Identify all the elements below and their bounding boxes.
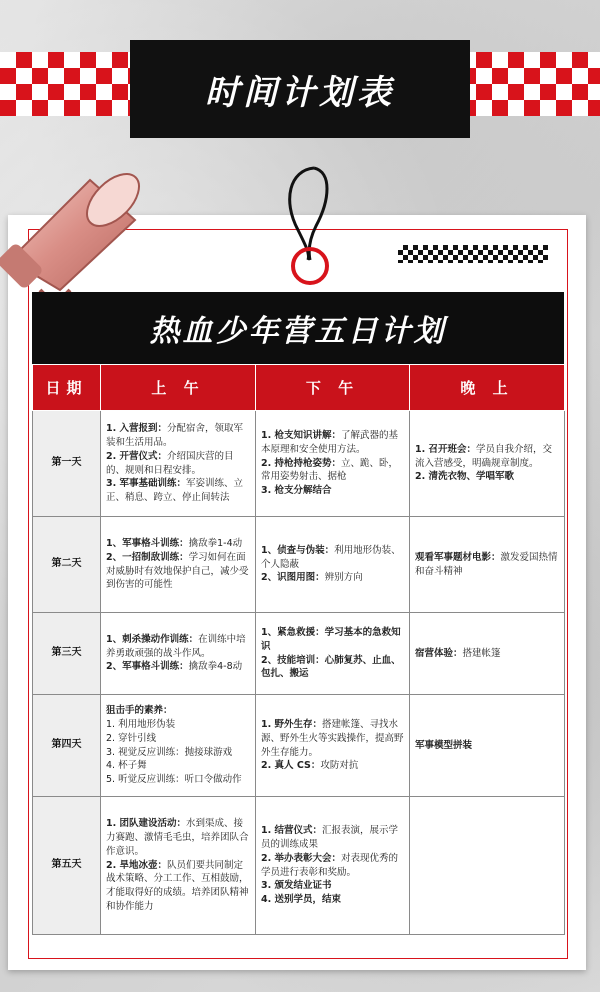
- day-cell: 第四天: [33, 695, 101, 797]
- item-text: 分配宿舍，领取军装和生活用品。: [106, 423, 244, 448]
- schedule-item: [415, 739, 559, 753]
- afternoon-cell: [256, 695, 410, 797]
- schedule-item: [106, 450, 250, 478]
- item-label: 2、军事格斗训练：: [106, 661, 189, 673]
- item-text: 学习如何在面对威胁时有效地保护自己，减少受到伤害的可能性: [106, 551, 249, 591]
- morning-cell: [101, 613, 256, 695]
- schedule-item: [106, 746, 250, 760]
- afternoon-cell: [256, 613, 410, 695]
- item-text: 5. 听觉反应训练：听口令做动作: [106, 774, 242, 786]
- morning-cell: [101, 797, 256, 935]
- schedule-item: [106, 422, 250, 450]
- schedule-item: [106, 633, 250, 661]
- day-cell: 第五天: [33, 797, 101, 935]
- item-label: 1. 团队建设活动：: [106, 818, 187, 830]
- item-label: 观看军事题材电影：: [415, 551, 501, 563]
- item-text: 攻防对抗: [320, 760, 359, 772]
- item-text: 水到渠成、接力赛跑、激情毛毛虫，培养团队合作意识。: [106, 818, 249, 857]
- item-text: 立、跪、卧，常用姿势射击、据枪: [261, 457, 399, 483]
- item-label: 2. 真人 CS：: [261, 760, 321, 772]
- item-label: 1. 野外生存：: [261, 718, 323, 730]
- schedule-item: [261, 429, 404, 457]
- evening-cell: [410, 695, 565, 797]
- hook-icon: [270, 160, 350, 290]
- schedule-item: [261, 759, 404, 773]
- megaphone-icon: [0, 140, 150, 310]
- item-text: 1. 利用地形伪装: [106, 718, 176, 730]
- item-label: 2、一招制敌训练：: [106, 551, 189, 563]
- schedule-item: [106, 477, 250, 505]
- item-text: 在训练中培养勇敢顽强的战斗作风。: [106, 633, 246, 659]
- schedule-table: [32, 364, 565, 935]
- schedule-item: [261, 718, 404, 759]
- schedule-item: [261, 571, 404, 585]
- schedule-item: [261, 457, 404, 485]
- schedule-item: [261, 824, 404, 852]
- item-text: 2. 穿针引线: [106, 732, 157, 744]
- evening-cell: [410, 613, 565, 695]
- item-label: 3. 颁发结业证书: [261, 880, 332, 892]
- schedule-item: [415, 551, 559, 579]
- schedule-item: [106, 759, 250, 773]
- schedule-item: [415, 443, 559, 471]
- table-row: [33, 695, 565, 797]
- item-label: 军事模型拼装: [415, 739, 473, 751]
- item-label: 4. 送别学员，结束: [261, 894, 342, 906]
- item-label: 2. 旱地冰壶：: [106, 859, 168, 871]
- schedule-item: [106, 718, 250, 732]
- day-cell: 第三天: [33, 613, 101, 695]
- header-evening: 晚 上: [410, 365, 565, 411]
- schedule-item: [261, 544, 404, 572]
- item-label: 1. 枪支知识讲解：: [261, 430, 342, 442]
- item-label: 1、军事格斗训练：: [106, 537, 189, 549]
- item-text: 利用地形伪装、个人隐蔽: [261, 544, 401, 570]
- item-text: 搭建帐篷、寻找水源、野外生火等实践操作，提高野外生存能力。: [261, 718, 404, 758]
- item-label: 2、识图用图：: [261, 572, 325, 584]
- item-label: 1. 召开班会：: [415, 443, 477, 455]
- item-label: 宿营体验：: [415, 647, 463, 659]
- item-text: 4. 杯子舞: [106, 760, 147, 772]
- item-text: 队员们要共同制定战术策略、分工工作、互相鼓励，才能取得好的成绩。培养团队精神和协作能力: [106, 859, 249, 912]
- item-text: 了解武器的基本原理和安全使用方法。: [261, 430, 399, 455]
- schedule-item: [106, 773, 250, 787]
- header-date: 日期: [33, 365, 101, 411]
- item-text: 3. 视觉反应训练：抛接球游戏: [106, 746, 233, 758]
- schedule-item: [106, 551, 250, 592]
- item-text: 对表现优秀的学员进行表彰和奖励。: [261, 852, 399, 878]
- item-text: 学员自我介绍，交流入营感受，明确规章制度。: [415, 443, 553, 469]
- item-label: 1、侦查与伪装：: [261, 544, 335, 556]
- item-label: 1、紧急救援：学习基本的急救知识: [261, 626, 401, 652]
- checker-pattern-left: [0, 52, 140, 116]
- plan-title-banner: [32, 292, 564, 364]
- cell-subheading: 狙击手的素养：: [106, 705, 173, 717]
- schedule-item: [261, 654, 404, 682]
- item-label: 1. 结营仪式：: [261, 825, 323, 837]
- morning-cell: [101, 695, 256, 797]
- schedule-item: [106, 859, 250, 914]
- schedule-item: [415, 647, 559, 661]
- afternoon-cell: [256, 797, 410, 935]
- schedule-item: [106, 537, 250, 551]
- table-row: [33, 411, 565, 517]
- checker-pattern-right: [460, 52, 600, 116]
- schedule-item: [261, 879, 404, 893]
- item-label: 3. 军事基础训练：: [106, 478, 187, 490]
- item-label: 2. 举办表彰大会：: [261, 852, 342, 864]
- item-label: 2. 开营仪式：: [106, 450, 168, 462]
- item-text: 激发爱国热情和奋斗精神: [415, 551, 558, 577]
- item-text: 擒敌拳1-4动: [188, 537, 243, 549]
- day-cell: 第二天: [33, 517, 101, 613]
- item-label: 2. 清洗衣物、学唱军歌: [415, 471, 515, 483]
- schedule-item: [261, 626, 404, 654]
- table-row: [33, 613, 565, 695]
- schedule-item: [106, 817, 250, 858]
- item-label: 2、技能培训：心肺复苏、止血、包扎、搬运: [261, 654, 401, 680]
- afternoon-cell: [256, 517, 410, 613]
- item-text: 搭建帐篷: [462, 647, 501, 659]
- item-label: 1. 入营报到：: [106, 423, 168, 435]
- header-morning: 上 午: [101, 365, 256, 411]
- afternoon-cell: [256, 411, 410, 517]
- schedule-item: [261, 484, 404, 498]
- page-title: 时间计划表: [205, 72, 395, 113]
- schedule-item: [261, 852, 404, 880]
- item-text: 擒敌拳4-8动: [188, 661, 243, 673]
- item-text: 辨别方向: [324, 572, 363, 584]
- item-text: 汇报表演，展示学员的训练成果: [261, 825, 399, 850]
- header-title-box: [130, 40, 470, 138]
- morning-cell: [101, 517, 256, 613]
- item-label: 3. 枪支分解结合: [261, 485, 332, 497]
- schedule-item: [415, 470, 559, 484]
- evening-cell: [410, 411, 565, 517]
- morning-cell: [101, 411, 256, 517]
- table-row: [33, 797, 565, 935]
- item-label: 1、刺杀操动作训练：: [106, 633, 199, 645]
- plan-title: 热血少年营五日计划: [149, 314, 447, 349]
- checker-strip-decoration: [398, 245, 548, 263]
- item-label: 2. 持枪持枪姿势：: [261, 457, 342, 469]
- item-text: 军姿训练、立正、稍息、跨立、停止间转法: [106, 478, 244, 504]
- schedule-item: [261, 893, 404, 907]
- evening-cell: [410, 517, 565, 613]
- day-cell: 第一天: [33, 411, 101, 517]
- schedule-item: [106, 732, 250, 746]
- header-afternoon: 下 午: [256, 365, 410, 411]
- schedule-item: [106, 660, 250, 674]
- evening-cell: [410, 797, 565, 935]
- item-text: 介绍国庆营的目的、规则和日程安排。: [106, 450, 234, 476]
- table-row: [33, 517, 565, 613]
